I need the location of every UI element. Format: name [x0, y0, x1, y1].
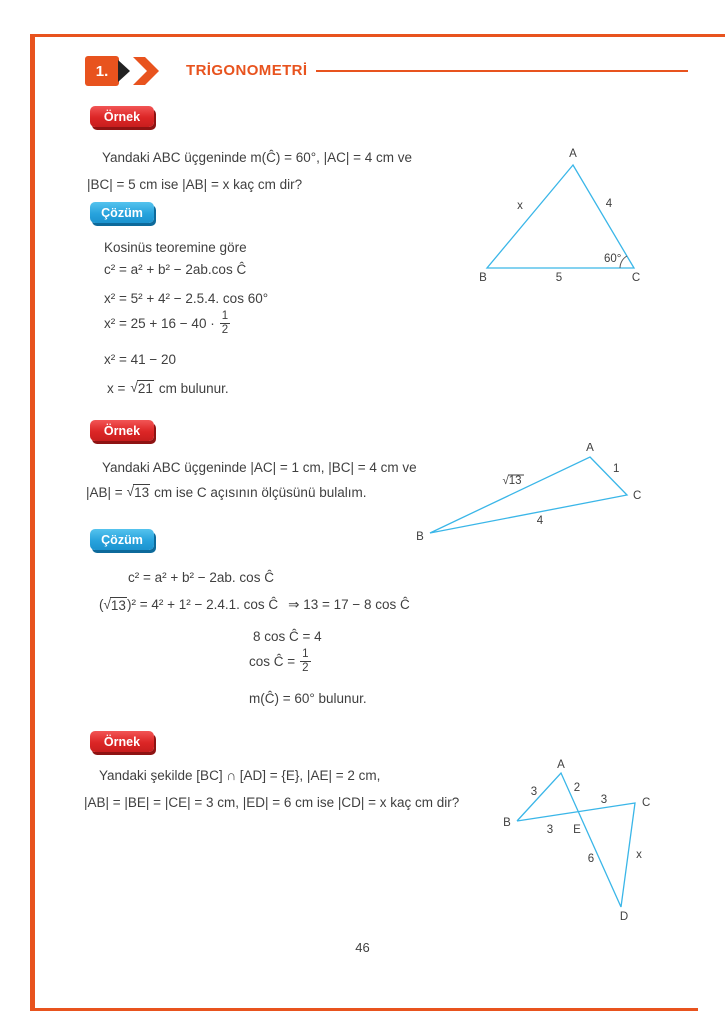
vertex-label-b: B	[503, 817, 511, 829]
solution-badge-1: Çözüm	[90, 202, 154, 223]
eq-term: cm bulunur.	[158, 380, 229, 396]
eq-group	[99, 597, 278, 613]
eq-term: x² = 41 − 20	[104, 352, 177, 367]
solution2-eq5	[249, 691, 367, 706]
solution1-eq3	[104, 310, 230, 337]
radical-sign: √	[130, 380, 138, 395]
side-label-ed: 6	[587, 853, 595, 865]
eq-term: (	[99, 597, 104, 612]
triangle-diagram-3	[497, 757, 672, 929]
eq-term: x =	[107, 380, 126, 396]
side-label-ab: 3	[530, 786, 538, 798]
side-label-be: 3	[546, 824, 554, 836]
frame-top-line	[30, 34, 725, 37]
vertex-label-d: D	[619, 911, 629, 923]
side-label-bc: 5	[555, 272, 563, 284]
solution1-eq1	[104, 262, 246, 277]
chapter-arrow-icon	[117, 56, 169, 86]
vertex-label-b: B	[416, 531, 424, 543]
solution1-intro: Kosinüs teoremine göre	[104, 240, 247, 255]
side-label-ab: √13	[502, 475, 522, 487]
solution2-eq3	[253, 629, 322, 644]
chapter-number: 1.	[95, 62, 109, 80]
fraction	[220, 310, 230, 337]
square-root	[127, 484, 150, 500]
solution1-eq4	[104, 352, 176, 367]
example2-problem-line2	[86, 484, 366, 500]
solution2-eq1	[128, 570, 274, 585]
eq-term: cos Ĉ =	[249, 654, 296, 670]
fraction-numerator: 1	[221, 310, 229, 322]
eq-term: x² = 5² + 4² − 2.5.4. cos 60°	[104, 291, 269, 306]
vertex-label-c: C	[631, 272, 641, 284]
eq-term: c² = a² + b² − 2ab. cos Ĉ	[128, 570, 274, 585]
example-badge-1: Örnek	[90, 106, 154, 127]
radicand: 21	[137, 381, 153, 396]
example-badge-3: Örnek	[90, 731, 154, 752]
eq-term: cm ise C açısının ölçüsünü bulalım.	[154, 484, 367, 500]
eq-term: 8 cos Ĉ = 4	[253, 629, 322, 644]
page-title: TRİGONOMETRİ	[186, 62, 308, 79]
vertex-label-c: C	[633, 490, 641, 502]
eq-term: x² = 25 + 16 − 40 ·	[104, 316, 215, 332]
side-label-ec: 3	[600, 794, 608, 806]
radical-sign: √	[103, 597, 111, 612]
side-label-cd: x	[636, 849, 642, 861]
eq-term: c² = a² + b² − 2ab.cos Ĉ	[104, 262, 247, 277]
vertex-label-a: A	[557, 759, 565, 771]
chapter-number-box	[85, 56, 119, 86]
vertex-label-a: A	[569, 148, 577, 160]
solution2-eq4	[249, 648, 311, 675]
square-root	[104, 597, 127, 613]
fraction-numerator: 1	[302, 648, 309, 660]
arrow-chevron	[133, 57, 159, 85]
triangle2-outline	[430, 457, 627, 533]
solution1-eq2	[104, 291, 268, 306]
radical-sign: √	[126, 484, 135, 499]
example-badge-2: Örnek	[90, 420, 154, 441]
triangle-diagram-1	[477, 145, 657, 285]
fraction	[300, 648, 310, 675]
vertex-label-a: A	[586, 443, 594, 454]
eq-term: )² = 4² + 1² − 2.4.1. cos Ĉ	[126, 597, 279, 612]
vertex-label-e: E	[573, 824, 581, 836]
frame-bottom-line	[30, 1008, 698, 1011]
fraction-denominator: 2	[221, 324, 229, 337]
angle-label-c: 60°	[604, 253, 622, 265]
solution2-eq2	[99, 597, 410, 613]
side-label-ac: 1	[613, 463, 620, 475]
example3-problem-line1: Yandaki şekilde [BC] ∩ [AD] = {E}, |AE| = 2 cm,	[99, 768, 381, 783]
side-label-ab: x	[517, 200, 523, 212]
vertex-label-c: C	[642, 797, 651, 809]
page-number: 46	[355, 940, 370, 955]
side-label-bc: 4	[536, 515, 544, 527]
side-label-ac: 4	[605, 198, 613, 210]
frame-left-bar	[30, 34, 35, 1011]
radicand: 13	[110, 598, 126, 613]
eq-implication: ⇒ 13 = 17 − 8 cos Ĉ	[288, 597, 410, 612]
example3-problem-line2: |AB| = |BE| = |CE| = 3 cm, |ED| = 6 cm ise |CD| = x kaç cm dir?	[84, 795, 460, 810]
radicand: 13	[134, 485, 150, 500]
title-rule	[316, 70, 688, 72]
example1-problem-line2: |BC| = 5 cm ise |AB| = x kaç cm dir?	[87, 177, 303, 192]
square-root	[130, 380, 153, 396]
side-label-ae: 2	[573, 782, 581, 794]
eq-term: m(Ĉ) = 60° bulunur.	[249, 691, 367, 706]
example2-problem-line1: Yandaki ABC üçgeninde |AC| = 1 cm, |BC| = 4 cm ve	[102, 460, 417, 475]
vertex-label-b: B	[479, 272, 487, 284]
example1-problem-line1: Yandaki ABC üçgeninde m(Ĉ) = 60°, |AC| = 4 cm ve	[102, 150, 413, 165]
solution1-eq5	[107, 380, 229, 396]
triangle-diagram-2	[413, 443, 641, 547]
arrow-notch	[118, 60, 130, 82]
eq-term: |AB| =	[86, 484, 123, 500]
fraction-denominator: 2	[302, 662, 309, 675]
solution-badge-2: Çözüm	[90, 529, 154, 550]
